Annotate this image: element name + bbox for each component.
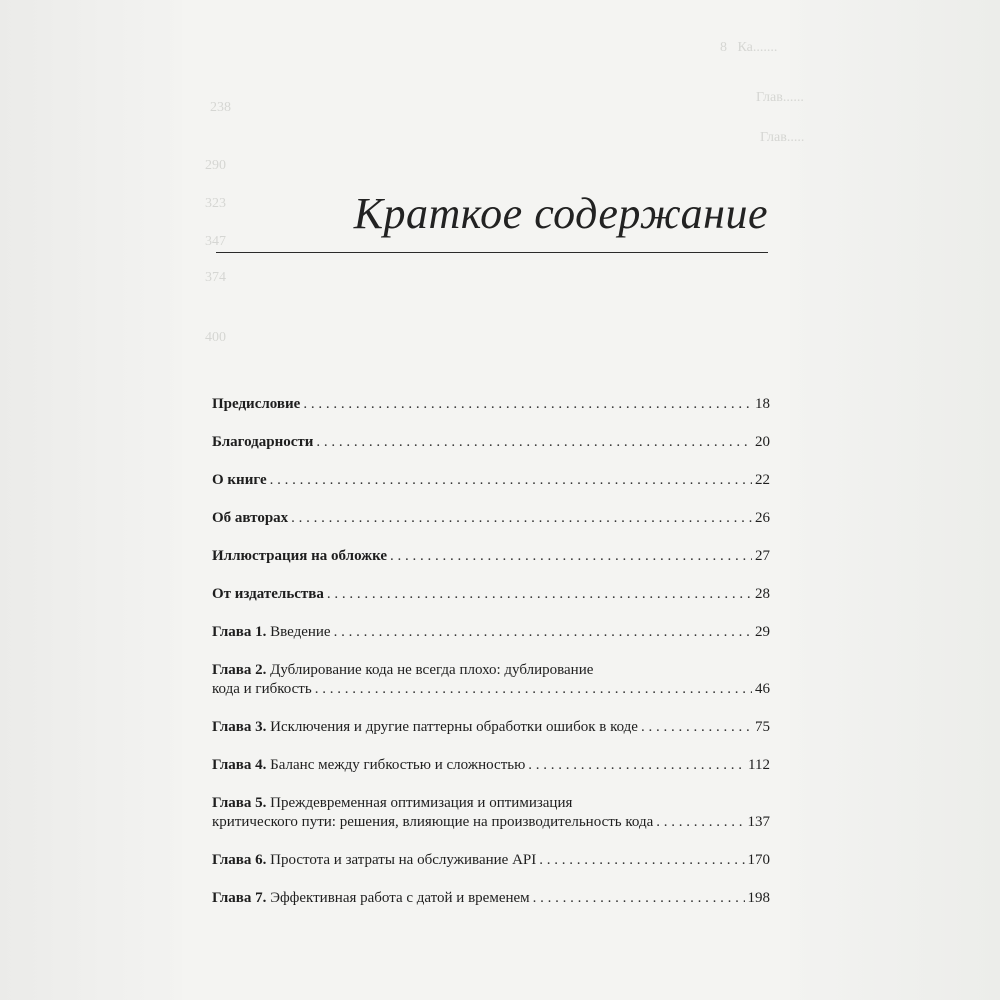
toc-entry-chapter-7[interactable] (212, 889, 770, 927)
leader-dots (291, 509, 752, 528)
show-through-text: 374 (205, 270, 226, 285)
toc-page-number: 75 (755, 719, 770, 735)
chapter-number: Глава 7. (212, 890, 267, 906)
leader-dots (656, 813, 744, 832)
toc-page-number: 170 (747, 852, 770, 868)
table-of-contents (212, 395, 770, 927)
leader-dots (316, 433, 752, 452)
chapter-title: Преждевременная оптимизация и оптимизация (270, 795, 573, 811)
leader-dots (390, 547, 752, 566)
show-through-text: Глав...... (756, 90, 804, 105)
show-through-text: 400 (205, 330, 226, 345)
toc-entry-chapter-6[interactable] (212, 851, 770, 889)
leader-dots (327, 585, 752, 604)
title-underline (216, 252, 768, 253)
toc-entry-chapter-2[interactable] (212, 661, 770, 718)
toc-entry-from-publisher[interactable] (212, 585, 770, 623)
chapter-title-continued: критического пути: решения, влияющие на производительность кода (212, 814, 654, 830)
chapter-number: Глава 3. (212, 719, 267, 735)
toc-page-number: 29 (755, 624, 770, 640)
leader-dots (528, 756, 745, 775)
toc-entry-acknowledgements[interactable] (212, 433, 770, 471)
chapter-title: Дублирование кода не всегда плохо: дублирование (270, 662, 594, 678)
leader-dots (303, 395, 752, 414)
toc-entry-preface[interactable] (212, 395, 770, 433)
toc-page-number: 137 (747, 814, 770, 830)
toc-entry-about-authors[interactable] (212, 509, 770, 547)
leader-dots (315, 680, 752, 699)
toc-entry-chapter-4[interactable] (212, 756, 770, 794)
toc-entry-label: Иллюстрация на обложке (212, 548, 388, 564)
toc-page-number: 20 (755, 434, 770, 450)
leader-dots (533, 889, 745, 908)
leader-dots (539, 851, 744, 870)
show-through-text: 323 (205, 196, 226, 211)
chapter-title: Баланс между гибкостью и сложностью (270, 757, 526, 773)
chapter-number: Глава 1. (212, 624, 267, 640)
chapter-title-continued: кода и гибкость (212, 681, 312, 697)
chapter-number: Глава 4. (212, 757, 267, 773)
toc-entry-chapter-3[interactable] (212, 718, 770, 756)
leader-dots (334, 623, 752, 642)
toc-entry-label: Об авторах (212, 510, 289, 526)
page-title: Краткое содержание (353, 189, 768, 238)
toc-entry-chapter-5[interactable] (212, 794, 770, 851)
page-shadow-left (0, 0, 182, 1000)
chapter-title: Эффективная работа с датой и временем (270, 890, 530, 906)
toc-page-number: 28 (755, 586, 770, 602)
chapter-number: Глава 5. (212, 795, 267, 811)
show-through-text: 290 (205, 158, 226, 173)
toc-entry-label: О книге (212, 472, 267, 488)
chapter-title: Простота и затраты на обслуживание API (270, 852, 537, 868)
toc-page-number: 112 (748, 757, 770, 773)
leader-dots (270, 471, 752, 490)
chapter-title: Исключения и другие паттерны обработки ошибок в коде (270, 719, 638, 735)
toc-page-number: 22 (755, 472, 770, 488)
toc-entry-about-book[interactable] (212, 471, 770, 509)
toc-page-number: 26 (755, 510, 770, 526)
toc-page-number: 27 (755, 548, 770, 564)
toc-page-number: 18 (755, 396, 770, 412)
leader-dots (641, 718, 752, 737)
show-through-text: 347 (205, 234, 226, 249)
toc-entry-chapter-1[interactable] (212, 623, 770, 661)
show-through-text: Глав..... (760, 130, 805, 145)
toc-entry-label: Предисловие (212, 396, 301, 412)
chapter-number: Глава 2. (212, 662, 267, 678)
chapter-title: Введение (270, 624, 331, 640)
show-through-text: 8 Ка....... (720, 40, 778, 55)
toc-entry-cover-illustration[interactable] (212, 547, 770, 585)
toc-entry-label: От издательства (212, 586, 324, 602)
toc-page-number: 198 (747, 890, 770, 906)
page-shadow-right (790, 0, 1000, 1000)
toc-entry-label: Благодарности (212, 434, 314, 450)
show-through-text: 238 (210, 100, 231, 115)
chapter-number: Глава 6. (212, 852, 267, 868)
toc-page-number: 46 (755, 681, 770, 697)
